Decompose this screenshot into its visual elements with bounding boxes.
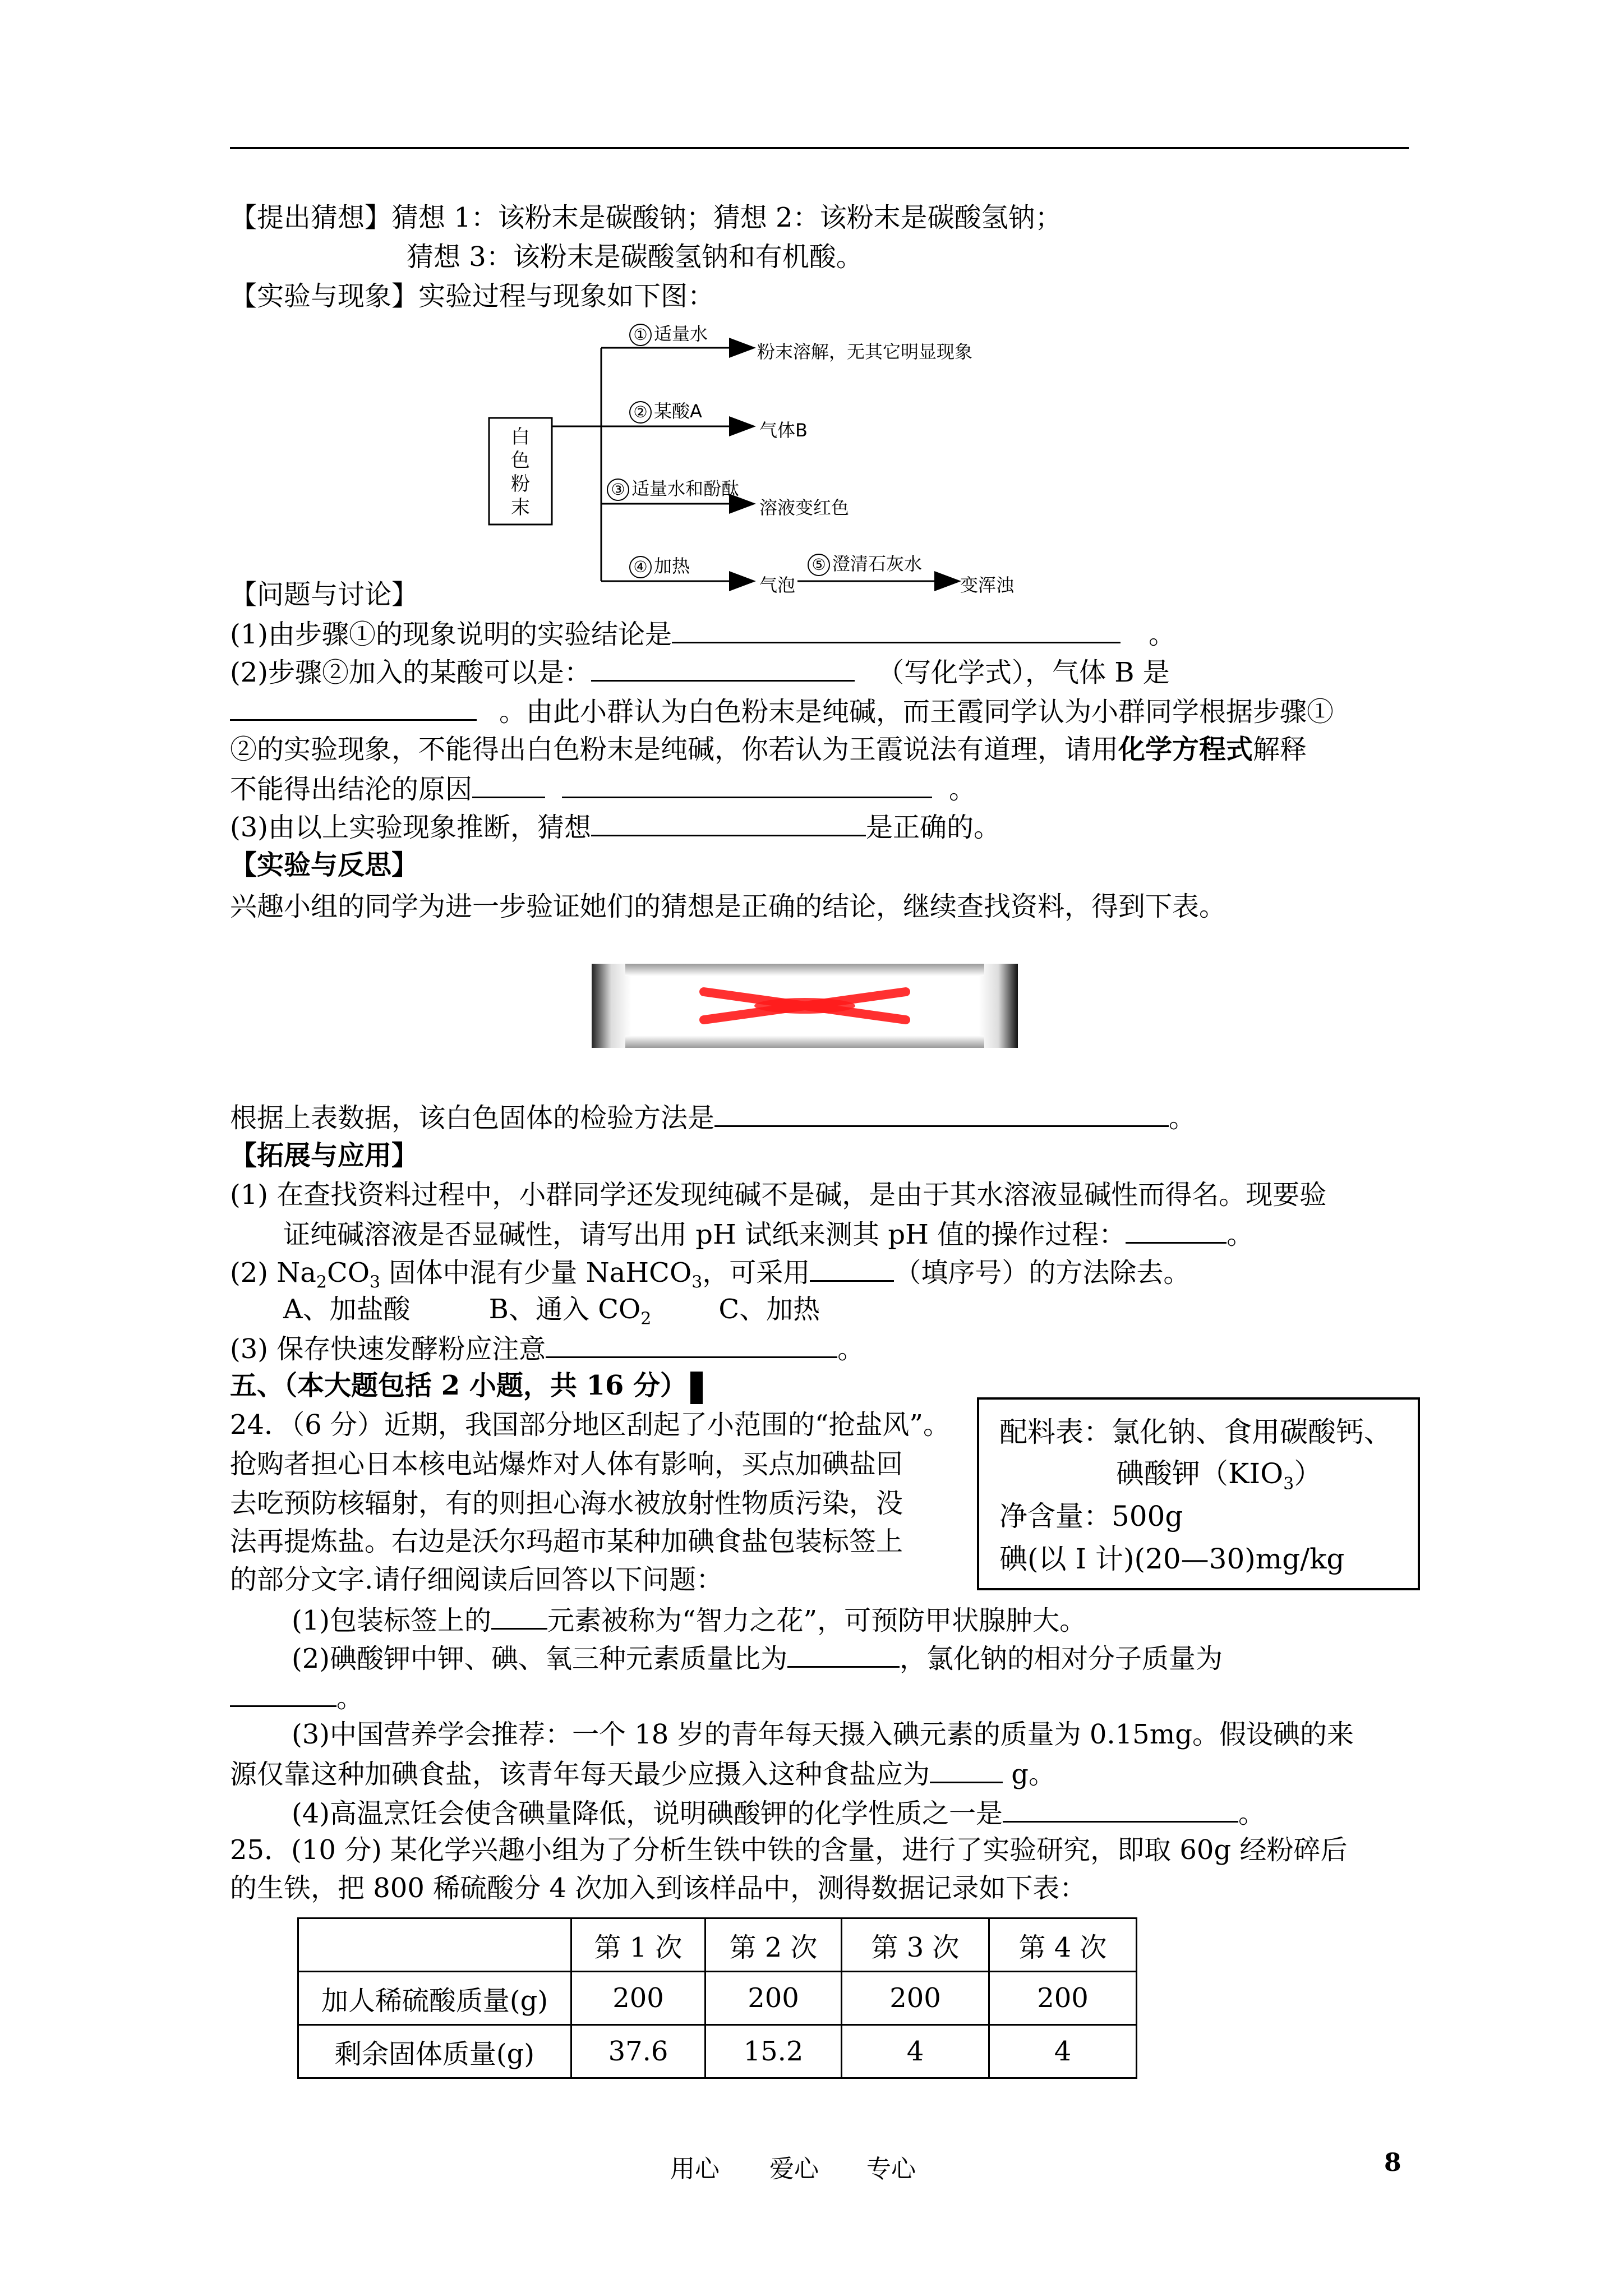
step-3-number: ③: [607, 478, 629, 501]
step-1-reagent-text: 适量水: [654, 323, 708, 344]
extension-1b-text: 证纯碱溶液是否显碱性，请写出用 pH 试纸来测其 pH 值的操作过程：: [283, 1219, 1126, 1250]
q24-sub-3a: (3)中国营养学会推荐：一个 18 岁的青年每天摄入碘元素的质量为 0.15mg。假设碘的来: [292, 1719, 1354, 1750]
table-cell: 200: [706, 1972, 842, 2025]
question-1: [230, 616, 1175, 651]
question-2c-post: 解释: [1253, 734, 1307, 765]
subscript-3a: 3: [370, 1272, 381, 1292]
step-3-reagent-text: 适量水和酚酞: [631, 478, 740, 499]
q24-line-2: 抢购者担心日本核电站爆炸对人体有影响，买点加碘盐回: [230, 1448, 903, 1480]
extension-1b-end: 。: [1227, 1219, 1254, 1250]
reflection-text: 兴趣小组的同学为进一步验证她们的猜想是正确的结论，继续查找资料，得到下表。: [230, 891, 1227, 922]
extension-1b: [283, 1216, 1253, 1251]
reflection-heading: 【实验与反思】: [230, 849, 419, 881]
step-1-reagent: [629, 320, 708, 346]
answer-blank-storage[interactable]: [546, 1331, 837, 1358]
step-2-reagent: [629, 397, 702, 424]
answer-blank-property[interactable]: [1003, 1795, 1238, 1823]
header-rule: [230, 147, 1409, 149]
step-1-number: ①: [629, 324, 652, 346]
label-kio3-text: 碘酸钾（KIO: [1116, 1457, 1284, 1490]
q24-sub-4-text: (4)高温烹饪会使含碘量降低，说明碘酸钾的化学性质之一是: [292, 1798, 1003, 1829]
q24-sub-1-text: (1)包装标签上的: [292, 1605, 491, 1636]
discussion-heading: 【问题与讨论】: [230, 579, 419, 610]
question-2a-text: (2)步骤②加入的某酸可以是：: [230, 657, 591, 688]
question-2a-mid: （写化学式），气体 B 是: [877, 657, 1170, 688]
section-5-heading-text: 五、（本大题包括 2 小题，共 16 分）: [230, 1370, 688, 1401]
q24-line-4: 法再提炼盐。右边是沃尔玛超市某种加碘食盐包装标签上: [230, 1526, 903, 1557]
answer-blank-ph[interactable]: [1126, 1216, 1227, 1244]
question-3-text: (3)由以上实验现象推断，猜想: [230, 812, 591, 843]
step-1-result: 粉末溶解，无其它明显现象: [757, 341, 973, 362]
q24-line-3: 去吃预防核辐射，有的则担心海水被放射性物质污染，没: [230, 1488, 903, 1519]
experiment-flow-diagram: [482, 314, 1043, 595]
q24-sub-3b: [230, 1756, 1055, 1791]
step-2-number: ②: [629, 401, 652, 424]
hypothesis-line-1: 【提出猜想】猜想 1：该粉末是碳酸钠；猜想 2：该粉末是碳酸氢钠；: [230, 202, 1062, 233]
step-3-result: 溶液变红色: [759, 497, 850, 518]
question-2d-text: 不能得出结沦的原因: [230, 774, 473, 805]
extension-2-nahco: 固体中混有少量 NaHCO: [380, 1257, 692, 1289]
option-c: C、加热: [718, 1294, 820, 1325]
extension-2-method: ，可采用: [702, 1257, 810, 1289]
answer-blank-2a[interactable]: [591, 654, 855, 682]
question-2c-pre: ②的实验现象，不能得出白色粉末是纯碱，你若认为王霞说法有道理，请用: [230, 734, 1119, 765]
answer-blank-mass[interactable]: [230, 1680, 336, 1707]
q24-sub-4: [292, 1795, 1265, 1830]
hypothesis-line-2: 猜想 3：该粉末是碳酸氢钠和有机酸。: [407, 241, 863, 273]
question-2a: [230, 654, 1170, 689]
table-header-cell: 第 1 次: [571, 1918, 706, 1972]
footer-middle: 爱心: [769, 2155, 819, 2183]
question-1-text: (1)由步骤①的现象说明的实验结论是: [230, 619, 672, 650]
cursor-block: [690, 1372, 703, 1404]
extension-3-text: (3) 保存快速发酵粉应注意: [230, 1333, 546, 1365]
subscript-3b: 3: [691, 1272, 703, 1292]
answer-blank-ratio[interactable]: [787, 1640, 900, 1668]
answer-blank-2d-b[interactable]: [562, 771, 932, 798]
question-3: [230, 809, 1000, 844]
table-cell: 200: [571, 1972, 706, 2025]
extension-1a: (1) 在查找资料过程中，小群同学还发现纯碱不是碱，是由于其水溶液显碱性而得名。现要验: [230, 1179, 1327, 1211]
option-b-text: B、通入 CO: [488, 1294, 641, 1325]
extension-heading: 【拓展与应用】: [230, 1140, 419, 1171]
question-2c: [230, 733, 1307, 766]
footer-right: 专心: [866, 2155, 916, 2183]
salt-package-label: [977, 1397, 1420, 1590]
question-2c-bold: 化学方程式: [1118, 734, 1253, 765]
question-2b-text: 。由此小群认为白色粉末是纯碱，而王霞同学认为小群同学根据步骤①: [499, 696, 1334, 728]
answer-blank-3[interactable]: [591, 809, 866, 836]
question-2b: [230, 693, 1334, 729]
acid-data-table: [297, 1917, 1137, 2079]
step-4-reagent-text: 加热: [654, 555, 690, 577]
footer-left: 用心: [670, 2155, 720, 2183]
step-4-reagent: [629, 552, 690, 578]
table-header-cell: 第 3 次: [842, 1918, 989, 1972]
option-a: A、加盐酸: [283, 1294, 411, 1325]
extension-options: [283, 1292, 820, 1336]
experiment-heading: 【实验与现象】实验过程与现象如下图：: [230, 280, 715, 312]
extension-3-end: 。: [837, 1333, 865, 1365]
q24-sub-2-cont: [230, 1680, 363, 1715]
test-method-end: 。: [1169, 1102, 1196, 1134]
q24-sub-4-end: 。: [1238, 1798, 1266, 1829]
step-4-result: 气泡: [759, 574, 796, 596]
label-iodine-content: 碘(以 I 计)(20—30)mg/kg: [999, 1543, 1345, 1575]
q24-sub-1-end: 元素被称为“智力之花”，可预防甲状腺肿大。: [547, 1605, 1087, 1636]
option-b-subscript: 2: [640, 1309, 652, 1329]
table-header-cell: 第 4 次: [989, 1918, 1137, 1972]
extension-2-co: CO: [326, 1257, 370, 1289]
powder-char-4: 末: [511, 496, 530, 519]
table-row-label: 加人稀硫酸质量(g): [298, 1972, 571, 2025]
table-cell: 200: [989, 1972, 1137, 2025]
q24-sub-3b-end: g。: [1003, 1759, 1056, 1790]
step-2-reagent-text: 某酸A: [654, 401, 702, 422]
extension-2-end: （填序号）的方法除去。: [894, 1257, 1191, 1289]
step-4-number: ④: [629, 556, 652, 578]
answer-blank-option[interactable]: [810, 1254, 894, 1282]
label-net-weight: 净含量：500g: [999, 1500, 1183, 1533]
table-row-label: 剩余固体质量(g): [298, 2025, 571, 2078]
step-5-result: 变浑浊: [960, 574, 1015, 596]
question-3-end: 是正确的。: [866, 812, 1001, 843]
answer-blank-method[interactable]: [714, 1099, 1169, 1127]
page-number: 8: [1384, 2148, 1401, 2177]
answer-blank-2d-a[interactable]: [472, 771, 545, 798]
answer-blank-1[interactable]: [672, 616, 1121, 643]
answer-blank-element[interactable]: [491, 1602, 547, 1630]
powder-char-3: 粉: [511, 473, 530, 495]
label-kio3-subscript: 3: [1283, 1474, 1294, 1494]
label-kio3: [1116, 1451, 1322, 1494]
table-header-cell: 第 2 次: [706, 1918, 842, 1972]
q24-sub-2-text: (2)碘酸钾中钾、碘、氧三种元素质量比为: [292, 1643, 787, 1674]
subscript-2: 2: [316, 1272, 327, 1292]
q25-line-2: 的生铁，把 800 稀硫酸分 4 次加入到该样品中，测得数据记录如下表：: [230, 1872, 1087, 1904]
option-b: [488, 1294, 652, 1329]
test-method-line: [230, 1099, 1196, 1135]
section-5-heading: [230, 1369, 703, 1404]
extension-2-pre: (2) Na: [230, 1257, 316, 1289]
table-cell: 200: [842, 1972, 989, 2025]
table-header-corner: [298, 1918, 571, 1972]
q24-line-5: 的部分文字.请仔细阅读后回答以下问题：: [230, 1564, 723, 1595]
table-row: [298, 2025, 1137, 2078]
step-5-reagent: [808, 550, 922, 576]
answer-blank-salt[interactable]: [930, 1756, 1003, 1783]
missing-table-image: [592, 964, 1018, 1048]
table-cell: 4: [842, 2025, 989, 2078]
label-kio3-end: ）: [1294, 1457, 1322, 1490]
table-cell: 37.6: [571, 2025, 706, 2078]
extension-3: [230, 1331, 864, 1366]
question-2d-end: 。: [949, 774, 976, 805]
q24-line-1: 24．（6 分）近期，我国部分地区刮起了小范围的“抢盐风”。: [230, 1409, 950, 1441]
step-5-reagent-text: 澄清石灰水: [832, 553, 923, 574]
step-2-result: 气体B: [759, 420, 808, 441]
q24-sub-2-end: 。: [336, 1682, 364, 1714]
table-cell: 4: [989, 2025, 1137, 2078]
q24-sub-1: [292, 1602, 1086, 1637]
table-header-row: [298, 1918, 1137, 1972]
powder-label: [509, 425, 532, 519]
powder-char-1: 白: [511, 426, 530, 448]
test-method-text: 根据上表数据，该白色固体的检验方法是: [230, 1102, 715, 1134]
answer-blank-2b[interactable]: [230, 693, 477, 721]
missing-image-placeholder: [592, 964, 1018, 1048]
table-row: [298, 1972, 1137, 2025]
q24-sub-2: [292, 1640, 1223, 1676]
label-ingredients: 配料表：氯化钠、食用碳酸钙、: [999, 1416, 1392, 1448]
step-5-number: ⑤: [808, 554, 830, 576]
q24-sub-2-mid: ，氯化钠的相对分子质量为: [900, 1643, 1223, 1674]
question-1-end: 。: [1149, 619, 1176, 650]
table-cell: 15.2: [706, 2025, 842, 2078]
q25-line-1: 25．(10 分) 某化学兴趣小组为了分析生铁中铁的含量，进行了实验研究，即取 60g 经粉碎后: [230, 1834, 1348, 1866]
q24-sub-3b-text: 源仅靠这种加碘食盐，该青年每天最少应摄入这种食盐应为: [230, 1759, 930, 1790]
powder-char-2: 色: [511, 449, 530, 472]
step-3-reagent: [607, 475, 739, 501]
question-2d: [230, 771, 976, 806]
